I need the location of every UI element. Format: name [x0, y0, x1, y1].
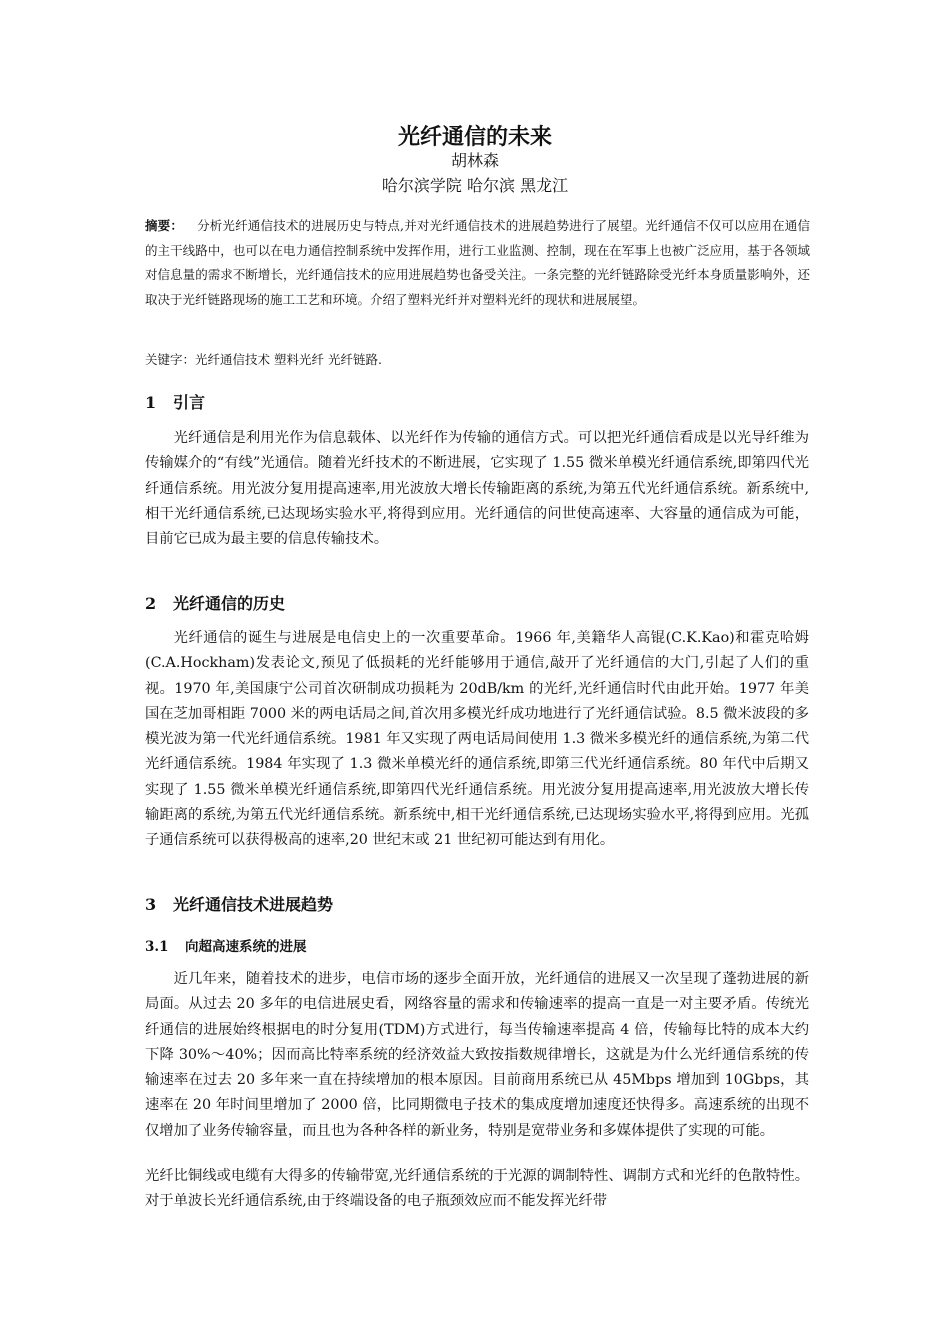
subsection-title: 向超高速系统的进展 [185, 939, 307, 955]
section-number: 1 [145, 393, 157, 412]
abstract [145, 214, 810, 312]
section-heading-1 [145, 391, 205, 415]
section-1-paragraph: 光纤通信是利用光作为信息载体、以光纤作为传输的通信方式。可以把光纤通信看成是以光导纤维为传输媒介的“有线”光通信。随着光纤技术的不断进展，它实现了 1.55 微米单模光纤通信系统,即第四代光纤通信系统。用光波分复用提高速率,用光波放大增长传输距离的系统,为第五代光纤通信系统。新系统中,相干光纤通信系统,已达现场实验水平,将得到应用。光纤通信的问世使高速率、大容量的通信成为可能，目前它已成为最主要的信息传输技术。 [145, 430, 809, 548]
section-title: 光纤通信的历史 [173, 594, 286, 613]
paper-affiliation: 哈尔滨学院 哈尔滨 黑龙江 [381, 176, 569, 195]
abstract-text: 分析光纤通信技术的进展历史与特点,并对光纤通信技术的进展趋势进行了展望。光纤通信不仅可以应用在通信的主干线路中，也可以在电力通信控制系统中发挥作用，进行工业监测、控制，现在在军事上也被广泛应用，基于各领域对信息量的需求不断增长，光纤通信技术的应用进展趋势也备受关注。一条完整的光纤链路除受光纤本身质量影响外，还取决于光纤链路现场的施工工艺和环境。介绍了塑料光纤并对塑料光纤的现状和进展展望。 [145, 218, 810, 307]
section-heading-3 [145, 893, 333, 917]
subsection-paragraph-2: 光纤比铜线或电缆有大得多的传输带宽,光纤通信系统的于光源的调制特性、调制方式和光纤的色散特性。对于单波长光纤通信系统,由于终端设备的电子瓶颈效应而不能发挥光纤带 [145, 1168, 809, 1210]
section-number: 2 [145, 594, 157, 613]
section-number: 3 [145, 895, 157, 914]
paper-title: 光纤通信的未来 [397, 124, 552, 150]
section-heading-2 [145, 592, 285, 616]
subsection-heading [145, 936, 307, 958]
paper-author: 胡林森 [450, 151, 499, 170]
abstract-label: 摘要： [145, 218, 184, 233]
subsection-number: 3.1 [145, 939, 169, 955]
section-title: 光纤通信技术进展趋势 [173, 895, 334, 914]
keywords: 关键字：光纤通信技术 塑料光纤 光纤链路. [145, 352, 382, 367]
subsection-paragraph-1: 近几年来，随着技术的进步，电信市场的逐步全面开放，光纤通信的进展又一次呈现了蓬勃进展的新局面。从过去 20 多年的电信进展史看，网络容量的需求和传输速率的提高一直是一对主要矛盾。传统光纤通信的进展始终根据电的时分复用(TDM)方式进行，每当传输速率提高 4 倍，传输每比特的成本大约下降 30%～40%；因而高比特率系统的经济效益大致按指数规律增长，这就是为什么光纤通信系统的传输速率在过去 20 多年来一直在持续增加的根本原因。目前商用系统已从 45Mbps 增加到 10Gbps，其速率在 20 年时间里增加了 2000 倍，比同期微电子技术的集成度增加速度还快得多。高速系统的出现不仅增加了业务传输容量，而且也为各种各样的新业务，特别是宽带业务和多媒体提供了实现的可能。 [145, 971, 809, 1139]
section-title: 引言 [173, 393, 206, 412]
section-2-paragraph: 光纤通信的诞生与进展是电信史上的一次重要革命。1966 年,美籍华人高锟(C.K.Kao)和霍克哈姆(C.A.Hockham)发表论文,预见了低损耗的光纤能够用于通信,敲开了光纤通信的大门,引起了人们的重视。1970 年,美国康宁公司首次研制成功损耗为 20dB/km 的光纤,光纤通信时代由此开始。1977 年美国在芝加哥相距 7000 米的两电话局之间,首次用多模光纤成功地进行了光纤通信试验。8.5 微米波段的多模光波为第一代光纤通信系统。1981 年又实现了两电话局间使用 1.3 微米多模光纤的通信系统,为第二代光纤通信系统。1984 年实现了 1.3 微米单模光纤的通信系统,即第三代光纤通信系统。80 年代中后期又实现了 1.55 微米单模光纤通信系统,即第四代光纤通信系统。用光波分复用提高速率,用光波放大增长传输距离的系统,为第五代光纤通信系统。新系统中,相干光纤通信系统,已达现场实验水平,将得到应用。光孤子通信系统可以获得极高的速率,20 世纪末或 21 世纪初可能达到有用化。 [145, 630, 809, 849]
